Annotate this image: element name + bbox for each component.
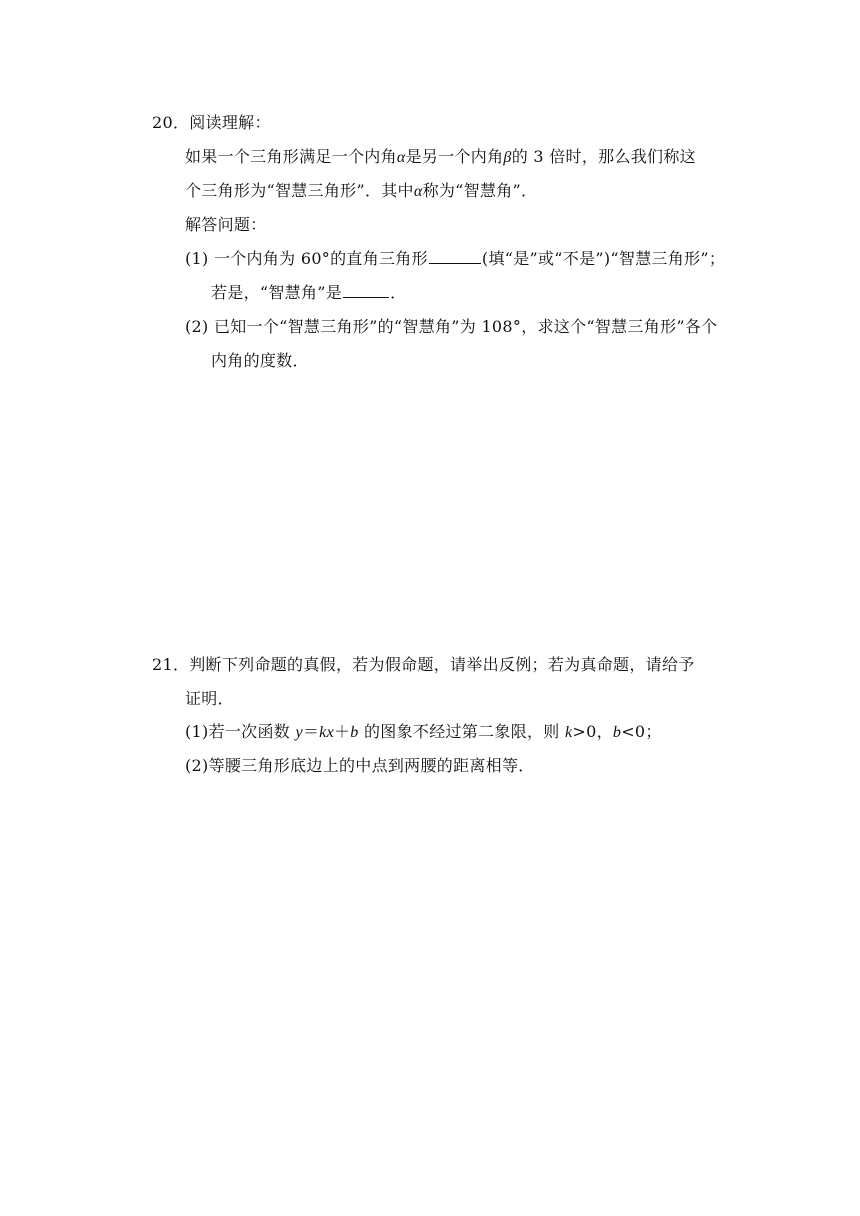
q21-header-line2: 证明． [185,689,234,708]
alpha-symbol: α [396,149,406,166]
q20-part1-line1: (1) 一个内角为 60°的直角三角形 (填“是”或“不是”)“智慧三角形”； [185,249,726,268]
beta-symbol: β [503,149,512,166]
answer-blank [343,283,389,298]
q20-ask: 解答问题： [185,215,267,234]
q21-part2: (2)等腰三角形底边上的中点到两腰的距离相等． [185,756,535,775]
q20-part2-line1: (2) 已知一个“智慧三角形”的“智慧角”为 108°，求这个“智慧三角形”各个 [185,317,718,336]
q20-part2-line2: 内角的度数． [211,351,309,370]
q21-header: 21．判断下列命题的真假，若为假命题，请举出反例；若为真命题，请给予 [152,655,695,674]
q20-intro-line1: 如果一个三角形满足一个内角α是另一个内角β的 3 倍时，那么我们称这 [185,147,696,166]
alpha-symbol: α [413,183,423,200]
q20-part1-line2: 若是，“智慧角”是 ． [211,283,407,302]
answer-blank [429,249,481,264]
q20-intro-line2: 个三角形为“智慧三角形”．其中α称为“智慧角”． [185,181,538,200]
q21-part1: (1)若一次函数 y＝kx＋b 的图象不经过第二象限，则 k>0，b<0； [185,722,662,741]
q20-header: 20．阅读理解： [152,113,271,132]
